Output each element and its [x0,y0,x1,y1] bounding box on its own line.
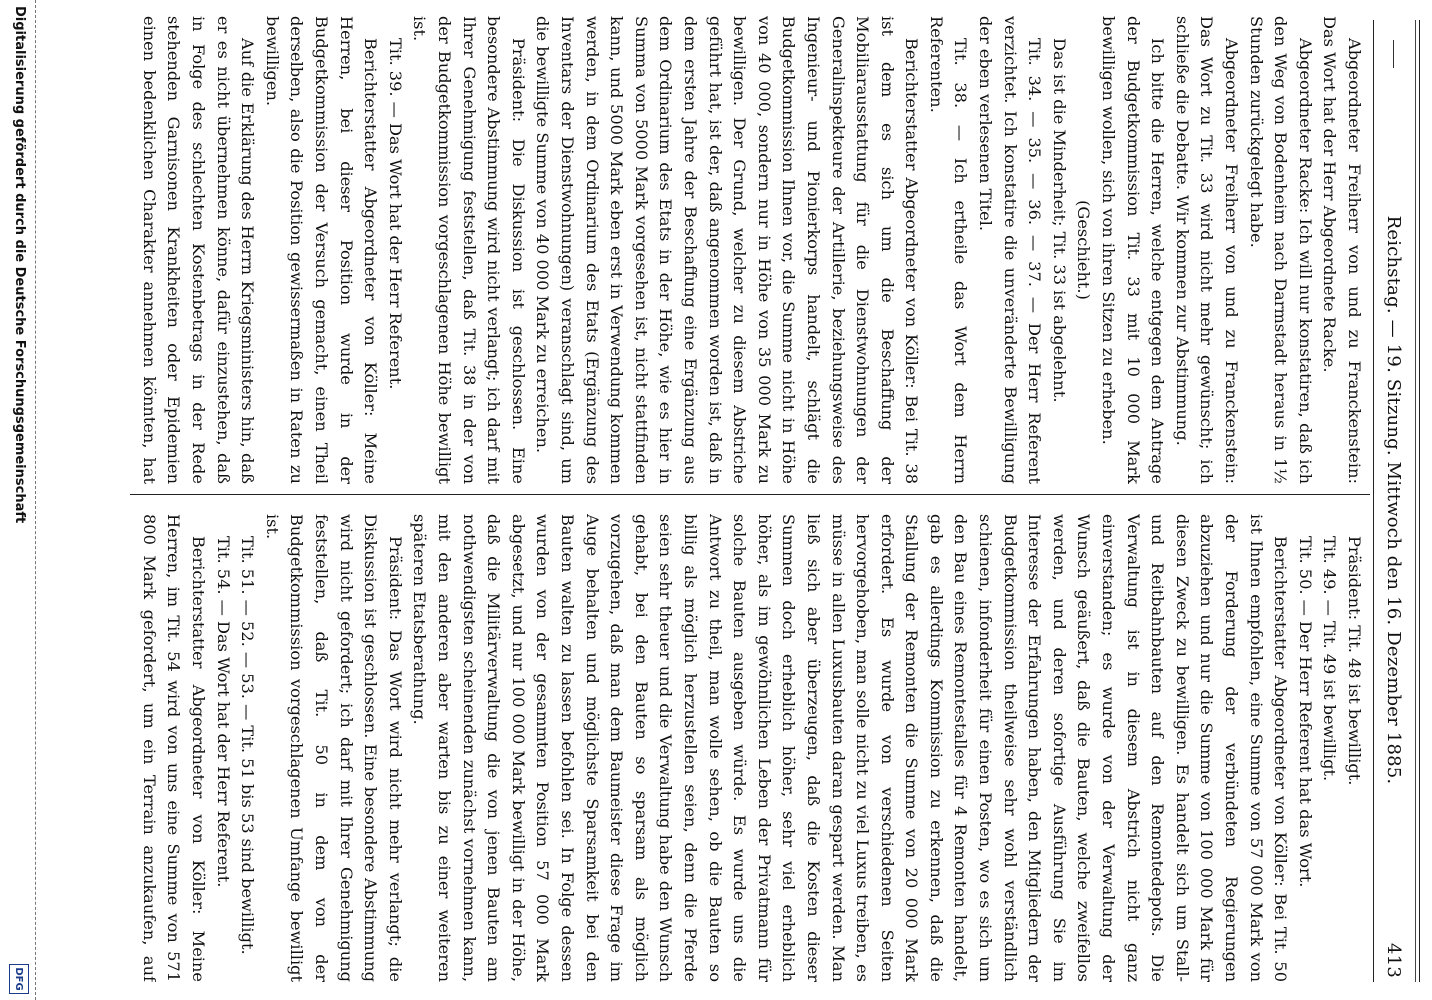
scan-footer-rule [35,0,36,1000]
right-column-paragraph: Berichterstatter Abgeordneter von Köller: Bei Tit. 50 ist Ihnen empfohlen, eine Summe von 57 000 Mark von der Forderung der verbündeten Regierungen abzuziehen und nur die Summe von 100 000 Mark für diesen Zweck zu bewilligen. Es handelt sich um Stall- und Reitbahnbauten auf den Remontedepots. Die Verwaltung ist in diesem Abstrich nicht ganz einverstanden; es wurde von der Verwaltung der Wunsch geäußert, daß die Bauten, welche zweifellos werden, und deren sofortige Ausführung Sie im Interesse der Erfahrungen haben, den Mitgliedern der Budgetkommission theilweise sehr wohl verständlich schienen, infonderheit für einen Posten, wo es sich um den Bau eines Remontestalles für 4 Remonten handelt, gab es allerdings Kommission zu erkennen, daß die Stallung der Remonten die Summe von 20 000 Mark erfordert. Es wurde von verschiedenen Seiten hervorgehoben, man solle nicht zu viel Luxus treiben, es müsse in allen Luxusbauten daran gespart werden. Man ließ sich aber überzeugen, daß die Kosten dieser Summen doch erheblich höher, sehr viel erheblich höher, als im gewöhnlichen Leben der Privatmann für solche Bauten ausgeben würde. Es wurde uns die Antwort zu theil, man wolle sehen, ob die Bauten so billig als möglich herzustellen seien, denn die Pferde seien sehr theuer und die Verwaltung habe den Wunsch gehabt, bei den Bauten so sparsam als möglich vorzugehen, daß man dem Baumeister diese Frage im Auge behalten und möglichste Sparsamkeit bei den Bauten walten zu lassen befohlen sei. In Folge dessen wurden von der gesammten Position 57 000 Mark abgesetzt, und nur 100 000 Mark bewilligt in der Höhe, daß die Militärverwaltung die von jenen Bauten am nothwendigsten scheinenden zunächst vornehmen kann, mit den anderen aber warten bis zu einer weiteren späteren Etatsberathung. [410,514,1291,982]
left-column-paragraph: (Geschieht.) [1074,200,1094,300]
left-column-paragraph: Abgeordneter Freiherr von und zu Franckenstein: Das Wort hat der Herr Abgeordnete Racke. [1320,16,1364,484]
right-column-paragraph: Präsident: Tit. 48 ist bewilligt. [1345,536,1364,786]
right-column-paragraph: Tit. 54. — Das Wort hat der Herr Referent. [213,536,233,888]
left-column-paragraph: Präsident: Die Diskussion ist geschlossen. Eine besondere Abstimmung wird nicht verlangt; ich darf mit Ihrer Genehmigung feststellen, daß Tit. 38 in der von der Budgetkommission vorgeschlagenen Höhe bewilligt ist. [410,16,528,484]
right-column-paragraph: Tit. 51. — 52. — 53. — Tit. 51 bis 53 sind bewilligt. [238,536,258,955]
left-column-paragraph: Das ist die Minderheit; Tit. 33 ist abgelehnt. [1049,38,1069,403]
left-column-paragraph: Ich bitte die Herren, welche entgegen dem Antrage der Budgetkommission Tit. 33 mit 10 000 Mark bewilligen wollen, sich von ihren Sitzen zu erheben. [1099,16,1168,484]
left-column-paragraph: Tit. 34. — 35. — 36. — 37. — Der Herr Referent verzichtet. Ich konstatire die unveränderte Bewilligung der eben verlesenen Titel. [976,16,1045,484]
right-column-paragraph: Berichterstatter Abgeordneter von Köller: Meine Herren, im Tit. 54 wird von uns eine Summe von 571 800 Mark gefordert, um ein Terrain anzukaufen, auf [139,514,209,982]
dfg-logo-text: DFG [13,967,25,991]
running-header [1376,0,1404,1000]
right-column [136,514,1366,982]
left-column-paragraph: Tit. 39. — Das Wort hat der Herr Referent. [385,38,405,390]
page-number: 413 [1383,943,1404,978]
left-column-paragraph: Abgeordneter Racke: Ich will nur konstatiren, daß ich den Weg von Bodenheim nach Darmstadt heraus in 1½ Stunden zurückgelegt habe. [1246,16,1315,484]
top-rule [1419,20,1420,982]
left-column [136,16,1366,484]
header-rule [1373,20,1374,982]
top-rule-thin [1415,20,1416,982]
left-column-paragraph: Berichterstatter Abgeordneter von Köller: Meine Herren, bei dieser Position wurde in der Budgetkommission der Versuch gemacht, einen Theil derselben, also die Position gewissermaßen in Raten zu bewilligen. [262,16,381,484]
left-column-paragraph: Auf die Erklärung des Herrn Kriegsministers hin, daß er es nicht übernehmen könne, dafür einzustehen, daß in Folge des schlechten Kostenbetrags in der Rede stehenden Garnisonen Krankheiten oder Epidemien einen bedenklichen Charakter annehmen könnten, hat [139,16,258,484]
dfg-logo [9,964,29,994]
left-column-paragraph: Berichterstatter Abgeordneter von Köller: Bei Tit. 38 ist dem es sich um die Beschaffung der Mobiliarausstattung für die Dienstwohnungen der Generalinspekteure der Artillerie, beziehungsweise des Ingenieur- und Pionierkorps handelt, schlägt die Budgetkommission Ihnen vor, die Summe nicht in Höhe von 40 000, sondern nur in Höhe von 35 000 Mark zu bewilligen. Der Grund, welcher zu diesem Abstriche geführt hat, ist der, daß angenommen worden ist, daß in dem ersten Jahre der Beschaffung eine Ergänzung aus dem Ordinarium des Etats in der Höhe, wie es hier in Summa von 5000 Mark vorgesehen ist, nicht stattfinden kann, und 5000 Mark eben erst in Verwendung kommen werden, in dem Ordinarium des Etats (Ergänzung des Inventars der Dienstwohnungen) veranschlagt sind, um die bewilligte Summe von 40 000 Mark zu erreichen. [533,16,922,484]
running-title: Reichstag. — 19. Sitzung. Mittwoch den 16. Dezember 1885. [1383,215,1404,785]
right-column-paragraph: Präsident: Das Wort wird nicht mehr verlangt; die Diskussion ist geschlossen. Eine besondere Abstimmung wird nicht gefordert; ich darf mit Ihrer Genehmigung feststellen, daß Tit. 50 in dem von der Budgetkommission vorgeschlagenen Umfange bewilligt ist. [262,514,405,982]
right-column-paragraph: Tit. 49. — Tit. 49 ist bewilligt. [1320,536,1340,782]
right-column-paragraph: Tit. 50. — Der Herr Referent hat das Wort. [1295,536,1315,888]
column-divider [130,494,1370,495]
left-column-paragraph: Abgeordneter Freiherr von und zu Franckenstein: Das Wort zu Tit. 33 wird nicht mehr gewünscht; ich schließe die Debatte. Wir kommen zur Abstimmung. [1172,16,1242,484]
scan-footer [8,0,30,1000]
left-column-paragraph: Tit. 38. — Ich ertheile das Wort dem Herrn Referenten. [926,16,971,484]
scan-credit: Digitalisierung gefördert durch die Deutsche Forschungsgemeinschaft [12,6,27,524]
